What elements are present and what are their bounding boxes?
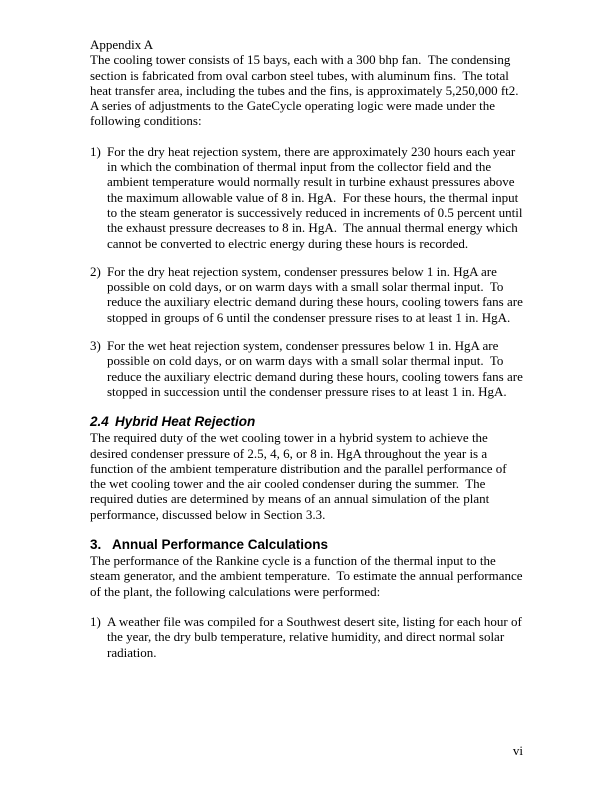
list-item-number: 1) — [90, 143, 101, 159]
section-number: 2.4 — [90, 414, 109, 430]
conditions-list — [90, 143, 527, 399]
list-item-number: 3) — [90, 338, 101, 354]
list-item-text: For the dry heat rejection system, there are approximately 230 hours each year in which the combination of thermal input from the collector field and the ambient temperature would normally result in turbine exhaust pressures above the maximum allowable value of 8 in. HgA. For these hours, the thermal input to the steam generator is successively reduced in increments of 0.5 percent until the exhaust pressure decreases to 8 in. HgA. The annual thermal energy which cannot be converted to electric energy during these hours is recorded. — [107, 143, 526, 251]
list-item-text: For the wet heat rejection system, condenser pressures below 1 in. HgA are possible on cold days, or on warm days with a small solar thermal input. To reduce the auxiliary electric demand during these hours, cooling towers fans are stopped in succession until the condenser pressure rises to at least 1 in. HgA. — [107, 338, 527, 399]
running-header: Appendix A — [90, 37, 154, 52]
list-item-text: For the dry heat rejection system, condenser pressures below 1 in. HgA are possible on cold days, or on warm days with a small solar thermal input. To reduce the auxiliary electric demand during these hours, cooling towers fans are stopped in groups of 6 until the condenser pressure rises to at least 1 in. HgA. — [107, 263, 527, 325]
paragraph-rankine: The performance of the Rankine cycle is a function of the thermal input to the steam generator, and the ambient temperature. To estimate the annual performance of the plant, the following calculations were performed: — [90, 553, 526, 599]
paragraph-hybrid: The required duty of the wet cooling tower in a hybrid system to achieve the desired condenser pressure of 2.5, 4, 6, or 8 in. HgA throughout the year is a function of the ambient temperature distribution and the parallel performance of the wet cooling tower and the air cooled condenser during the summer. The required duties are determined by means of an annual simulation of the plant performance, discussed below in Section 3.3. — [90, 430, 510, 522]
list-item-text: A weather file was compiled for a Southwest desert site, listing for each hour of the year, the dry bulb temperature, relative humidity, and direct normal solar radiation. — [107, 613, 526, 660]
section-title: Hybrid Heat Rejection — [115, 414, 256, 430]
section-number: 3. — [90, 537, 102, 553]
section-heading-hybrid-heat-rejection — [90, 414, 523, 430]
page-content — [90, 37, 527, 660]
calculations-list — [90, 613, 526, 660]
list-item — [90, 338, 527, 399]
list-item-number: 2) — [90, 263, 101, 279]
section-heading-annual-performance — [90, 537, 523, 553]
section-title: Annual Performance Calculations — [112, 537, 329, 553]
paragraph-adjustments: A series of adjustments to the GateCycle operating logic were made under the following conditions: — [90, 98, 499, 129]
list-item — [90, 143, 526, 251]
paragraph-cooling-tower: The cooling tower consists of 15 bays, each with a 300 bhp fan. The condensing section is fabricated from oval carbon steel tubes, with aluminum fins. The total heat transfer area, including the tubes and the fins, is approximately 5,250,000 ft2. — [90, 52, 519, 98]
list-item — [90, 263, 527, 325]
list-item-number: 1) — [90, 613, 101, 629]
page-number: vi — [512, 743, 523, 758]
list-item — [90, 613, 526, 660]
